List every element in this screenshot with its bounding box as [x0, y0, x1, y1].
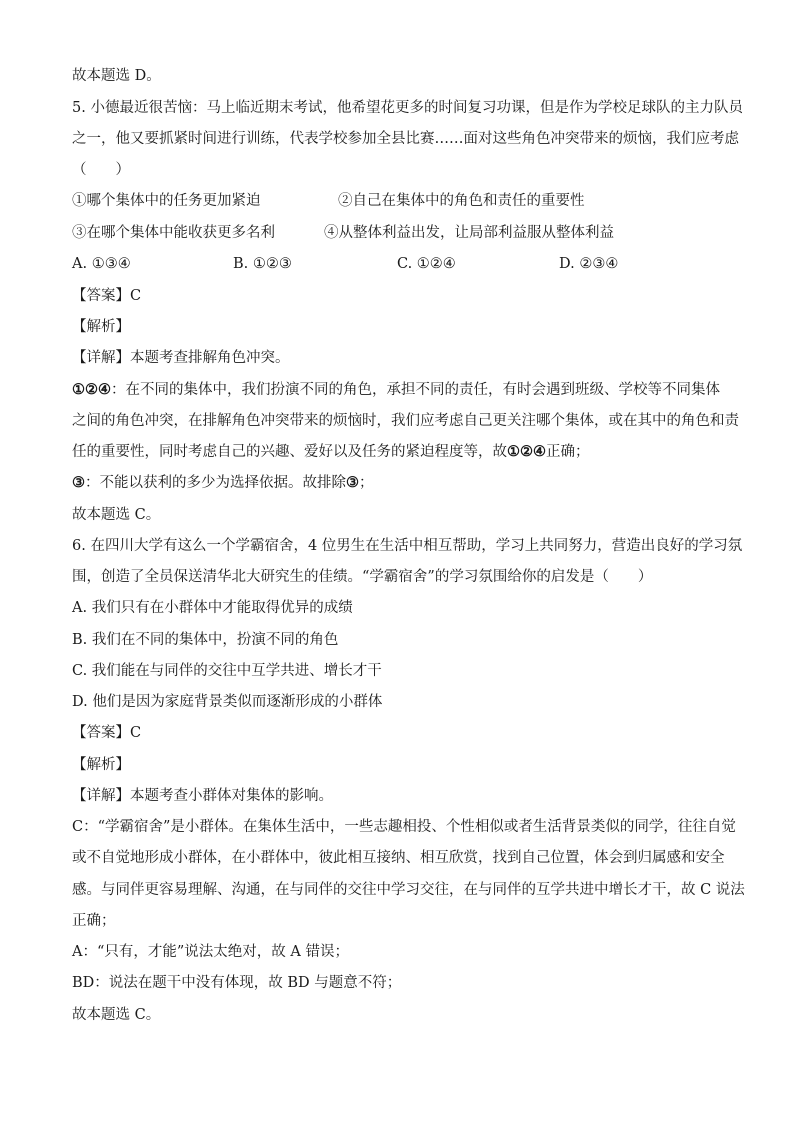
q5-item4: ④从整体利益出发，让局部利益服从整体利益	[324, 225, 614, 241]
q5-para1-text3a: 任的重要性，同时考虑自己的兴趣、爱好以及任务的紧迫程度等，故	[72, 444, 507, 460]
q6-stem-line2: 围，创造了全员保送清华北大研究生的佳绩。“学霸宿舍”的学习氛围给你的启发是（ ）	[72, 569, 653, 585]
q5-option-a: A. ①③④	[72, 256, 131, 272]
q6-a-line: A：“只有，才能”说法太绝对，故 A 错误；	[72, 944, 349, 960]
q5-detail-label: 【详解】	[72, 350, 130, 366]
q5-para1-line2: 之间的角色冲突，在排解角色冲突带来的烦恼时，我们应考虑自己更关注哪个集体，或在其中的角色和责	[72, 413, 739, 429]
q6-stem-line1: 6. 在四川大学有这么一个学霸宿舍，4 位男生在生活中相互帮助，学习上共同努力，营造出良好的学习氛	[72, 538, 743, 554]
q5-para1-line1	[72, 379, 732, 401]
q5-answer-value: C	[130, 288, 142, 304]
q6-detail-text: 本题考查小群体对集体的影响。	[130, 788, 333, 804]
q5-stem-line3: （ ）	[72, 162, 130, 178]
q6-c-line4: 正确；	[72, 913, 116, 929]
q5-conclusion: 故本题选 C。	[72, 507, 161, 523]
q5-item3: ③在哪个集体中能收获更多名利	[72, 225, 275, 241]
q6-detail-label: 【详解】	[72, 788, 130, 804]
q5-stem-line2: 之一，他又要抓紧时间进行训练，代表学校参加全县比赛……面对这些角色冲突带来的烦恼，我们应考虑	[72, 131, 739, 147]
q6-option-c: C. 我们能在与同伴的交往中互学共进、增长才干	[72, 663, 382, 679]
q5-para2	[72, 472, 732, 494]
q6-analysis-label: 【解析】	[72, 757, 130, 773]
q5-option-b: B. ①②③	[233, 256, 292, 272]
q6-c-line1: C：“学霸宿舍”是小群体。在集体生活中，一些志趣相投、个性相似或者生活背景类似的同学，往往自觉	[72, 819, 736, 835]
q5-stem-line1: 5. 小德最近很苦恼：马上临近期末考试，他希望花更多的时间复习功课，但是作为学校足球队的主力队员	[72, 100, 743, 116]
q4-conclusion: 故本题选 D。	[72, 68, 161, 84]
q5-para1-line3	[72, 441, 732, 463]
q6-c-line2: 或不自觉地形成小群体，在小群体中，彼此相互接纳、相互欣赏，找到自己位置，体会到归属感和安全	[72, 850, 725, 866]
q6-option-d: D. 他们是因为家庭背景类似而逐渐形成的小群体	[72, 694, 383, 710]
q5-detail-text: 本题考查排解角色冲突。	[130, 350, 290, 366]
q6-answer	[72, 722, 732, 744]
q5-para1-text1: ：在不同的集体中，我们扮演不同的角色，承担不同的责任，有时会遇到班级、学校等不同集体	[111, 382, 720, 398]
q6-conclusion: 故本题选 C。	[72, 1007, 161, 1023]
q6-detail	[72, 785, 732, 807]
q5-item2: ②自己在集体中的角色和责任的重要性	[338, 193, 585, 209]
q5-analysis-label: 【解析】	[72, 319, 130, 335]
q6-option-b: B. 我们在不同的集体中，扮演不同的角色	[72, 632, 339, 648]
q5-para2-text2: ；	[359, 475, 374, 491]
q6-answer-value: C	[130, 725, 142, 741]
q5-item1: ①哪个集体中的任务更加紧迫	[72, 193, 261, 209]
q5-detail	[72, 347, 732, 369]
q6-bd-line: BD：说法在题干中没有体现，故 BD 与题意不符；	[72, 975, 402, 991]
q5-para1-text3b: 正确；	[546, 444, 590, 460]
q5-answer-label: 【答案】	[72, 288, 130, 304]
q6-answer-label: 【答案】	[72, 725, 130, 741]
q5-option-d: D. ②③④	[559, 256, 619, 272]
q5-para1-choice2: ①②④	[507, 443, 546, 460]
q5-para2-choice: ③	[72, 474, 85, 491]
q5-para2-choice2: ③	[346, 474, 359, 491]
q6-option-a: A. 我们只有在小群体中才能取得优异的成绩	[72, 600, 353, 616]
q5-para1-choice: ①②④	[72, 381, 111, 398]
q5-answer	[72, 285, 732, 307]
q5-para2-text1: ：不能以获利的多少为选择依据。故排除	[85, 475, 346, 491]
q5-option-c: C. ①②④	[397, 256, 456, 272]
q6-c-line3: 感。与同伴更容易理解、沟通，在与同伴的交往中学习交往，在与同伴的互学共进中增长才干，故 C 说法	[72, 882, 745, 898]
